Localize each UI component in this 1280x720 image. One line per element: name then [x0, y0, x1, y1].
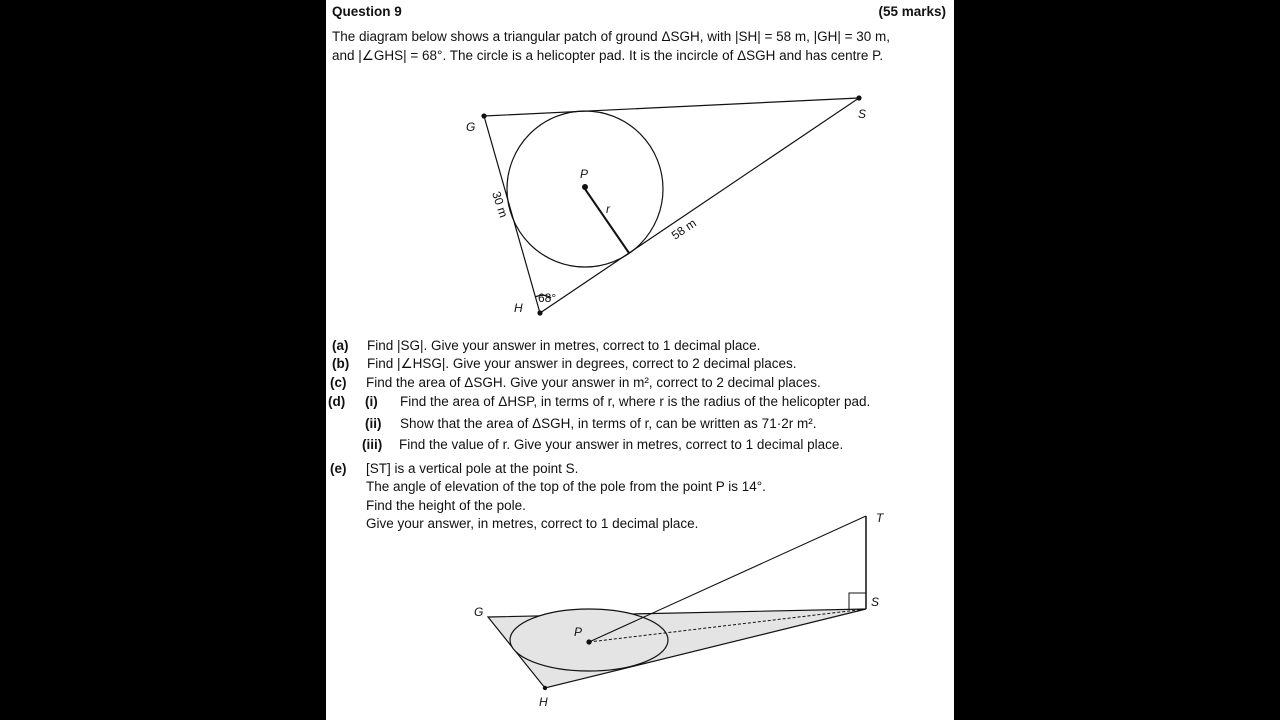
- point-h-2: [543, 686, 547, 690]
- triangle-sgh: [484, 98, 859, 313]
- label-sh-length: 58 m: [668, 215, 699, 243]
- intro-line-2: and |∠GHS| = 68°. The circle is a helicopter pad. It is the incircle of ΔSGH and has centre P.: [332, 48, 884, 63]
- part-d-ii-text: Show that the area of ΔSGH, in terms of r, can be written as 71·2r m².: [400, 416, 817, 431]
- label-t: T: [876, 511, 884, 525]
- point-h: [537, 310, 542, 315]
- part-b-text: Find |∠HSG|. Give your answer in degrees, correct to 2 decimal places.: [367, 356, 797, 371]
- part-d-i-text: Find the area of ΔHSP, in terms of r, where r is the radius of the helicopter pad.: [400, 394, 871, 409]
- label-p-2: P: [574, 625, 583, 639]
- exam-page: [326, 0, 954, 720]
- part-d-iii-text: Find the value of r. Give your answer in metres, correct to 1 decimal place.: [399, 437, 844, 452]
- intro-line-1: The diagram below shows a triangular patch of ground ΔSGH, with |SH| = 58 m, |GH| = 30 m,: [332, 29, 891, 44]
- point-g: [481, 113, 486, 118]
- label-gh-length: 30 m: [489, 189, 511, 220]
- part-e-label: (e): [330, 461, 347, 476]
- label-angle-68: 68°: [538, 291, 557, 305]
- part-a-label: (a): [332, 338, 349, 353]
- part-e-line-4: Give your answer, in metres, correct to 1 decimal place.: [366, 516, 699, 531]
- label-g: G: [466, 120, 476, 134]
- label-g-2: G: [474, 605, 484, 619]
- point-p-2: [586, 639, 591, 644]
- part-e-line-3: Find the height of the pole.: [366, 498, 526, 513]
- part-e-line-1: [ST] is a vertical pole at the point S.: [366, 461, 579, 476]
- part-d-label: (d): [328, 394, 346, 409]
- triangle-incircle-diagram: [326, 0, 954, 330]
- part-a-text: Find |SG|. Give your answer in metres, correct to 1 decimal place.: [367, 338, 761, 353]
- pole-elevation-diagram: [326, 500, 954, 720]
- label-s-2: S: [871, 595, 880, 609]
- question-title: Question 9: [332, 4, 402, 19]
- label-h: H: [514, 301, 523, 315]
- part-b-label: (b): [332, 356, 350, 371]
- part-d-ii-label: (ii): [365, 416, 382, 431]
- part-c-label: (c): [330, 375, 347, 390]
- radius-line: [585, 189, 629, 253]
- part-c-text: Find the area of ΔSGH. Give your answer in m², correct to 2 decimal places.: [366, 375, 821, 390]
- label-r: r: [606, 202, 610, 216]
- label-s: S: [858, 107, 867, 121]
- question-marks: (55 marks): [878, 4, 946, 19]
- point-s: [856, 95, 861, 100]
- part-e-line-2: The angle of elevation of the top of the pole from the point P is 14°.: [366, 479, 766, 494]
- label-p: P: [580, 167, 589, 181]
- point-p: [582, 184, 588, 190]
- part-d-iii-label: (iii): [362, 437, 383, 452]
- label-h-2: H: [539, 695, 548, 709]
- part-d-i-label: (i): [365, 394, 378, 409]
- right-angle-mark: [849, 593, 866, 609]
